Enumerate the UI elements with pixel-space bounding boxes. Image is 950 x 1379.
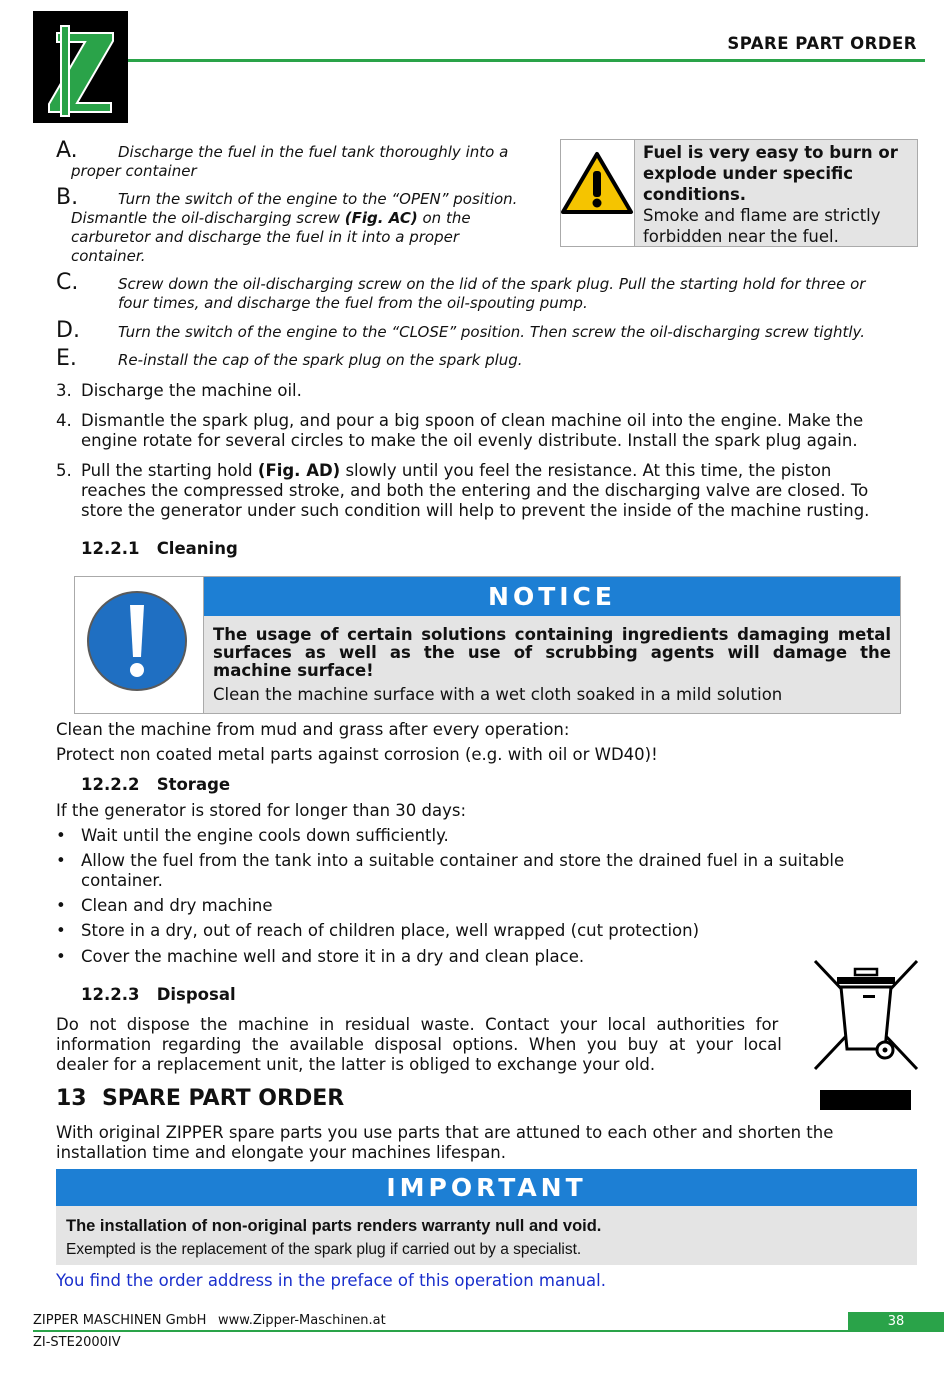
fig-ref: (Fig. AD) [257, 461, 341, 480]
header-title: SPARE PART ORDER [727, 34, 917, 53]
footer-website: www.Zipper-Maschinen.at [218, 1313, 386, 1328]
footer-model: ZI-STE2000IV [33, 1335, 121, 1350]
step-e: E. Re-install the cap of the spark plug on the spark plug. [56, 346, 523, 371]
section-heading-storage: 12.2.2 Storage [81, 775, 231, 794]
step-letter: B. [56, 185, 79, 210]
numbered-item-5: 5. Pull the starting hold (Fig. AD) slowly until you feel the resistance. At this time, the piston reaches the compressed stroke, and both the entering and the discharging valve are closed. To store the generator under such condition will help to prevent the inside of the machine rusting. [56, 461, 870, 520]
footer-company: ZIPPER MASCHINEN GmbH [33, 1313, 207, 1328]
notice-text: Clean the machine surface with a wet cloth soaked in a mild solution [213, 685, 783, 704]
step-letter: D. [56, 318, 80, 343]
fuel-warning-bold: Fuel is very easy to burn or explode under specific conditions. [643, 143, 898, 204]
footer-rule [33, 1330, 944, 1332]
list-item: • Allow the fuel from the tank into a suitable container and store the drained fuel in a suitable container. [56, 851, 845, 890]
numbered-item-4: 4. Dismantle the spark plug, and pour a big spoon of clean machine oil into the engine. Make the engine rotate for several circles to make the oil evenly distribute. Install the spark plug again. [56, 411, 864, 450]
disposal-text: Do not dispose the machine in residual waste. Contact your local authorities for information regarding the available disposal options. When you buy at your local dealer for a replacement unit, the latter is obliged to exchange your old. [56, 1015, 782, 1074]
footer-page-badge [848, 1312, 944, 1331]
list-item: • Cover the machine well and store it in a dry and clean place. [56, 947, 585, 966]
warning-triangle-icon [561, 140, 635, 246]
important-text: Exempted is the replacement of the spark plug if carried out by a specialist. [66, 1241, 582, 1258]
spare-intro: With original ZIPPER spare parts you use parts that are attuned to each other and shorten the installation time and elongate your machines lifespan. [56, 1123, 834, 1162]
step-a: A. Discharge the fuel in the fuel tank thoroughly into a proper container [56, 138, 509, 180]
exclamation-icon [75, 577, 204, 713]
weee-crossed-bin-icon [811, 957, 921, 1112]
notice-box [74, 576, 901, 714]
cleaning-text-2: Protect non coated metal parts against corrosion (e.g. with oil or WD40)! [56, 745, 658, 764]
fuel-warning-box [560, 139, 918, 247]
important-box [56, 1169, 917, 1265]
notice-bold-text: The usage of certain solutions containing ingredients damaging metal surfaces as well as the use of scrubbing agents will damage the machine surface! [213, 625, 891, 680]
fuel-warning-text: Smoke and flame are strictly forbidden near the fuel. [643, 206, 881, 246]
fig-ref: (Fig. AC) [344, 209, 418, 227]
zipper-logo [33, 11, 128, 123]
cleaning-text-1: Clean the machine from mud and grass after every operation: [56, 720, 570, 739]
section-heading-disposal: 12.2.3 Disposal [81, 985, 236, 1004]
step-b: B. Turn the switch of the engine to the “OPEN” position. Dismantle the oil-discharging screw (Fig. AC) on the carburetor and discharge the fuel in it into a proper container. [56, 185, 518, 265]
notice-title: NOTICE [204, 577, 900, 616]
numbered-item-3: 3. Discharge the machine oil. [56, 381, 302, 400]
step-letter: A. [56, 138, 78, 163]
order-address-note: You find the order address in the preface of this operation manual. [56, 1271, 606, 1290]
step-d: D. Turn the switch of the engine to the “CLOSE” position. Then screw the oil-discharging screw tightly. [56, 318, 866, 343]
list-item: • Store in a dry, out of reach of children place, well wrapped (cut protection) [56, 921, 700, 940]
important-title: IMPORTANT [56, 1169, 917, 1206]
storage-intro: If the generator is stored for longer than 30 days: [56, 801, 467, 820]
list-item: • Wait until the engine cools down sufficiently. [56, 826, 449, 845]
step-letter: C. [56, 270, 79, 295]
step-c: C. Screw down the oil-discharging screw on the lid of the spark plug. Pull the starting hold for three or four times, and discharge the fuel from the oil-spouting pump. [56, 270, 866, 312]
header-rule [128, 59, 925, 62]
list-item: • Clean and dry machine [56, 896, 273, 915]
page-number: 38 [887, 1314, 905, 1329]
important-bold-text: The installation of non-original parts renders warranty null and void. [66, 1217, 602, 1235]
section-heading-spare-part-order: 13 SPARE PART ORDER [56, 1086, 345, 1111]
section-heading-cleaning: 12.2.1 Cleaning [81, 539, 238, 558]
step-letter: E. [56, 346, 77, 371]
